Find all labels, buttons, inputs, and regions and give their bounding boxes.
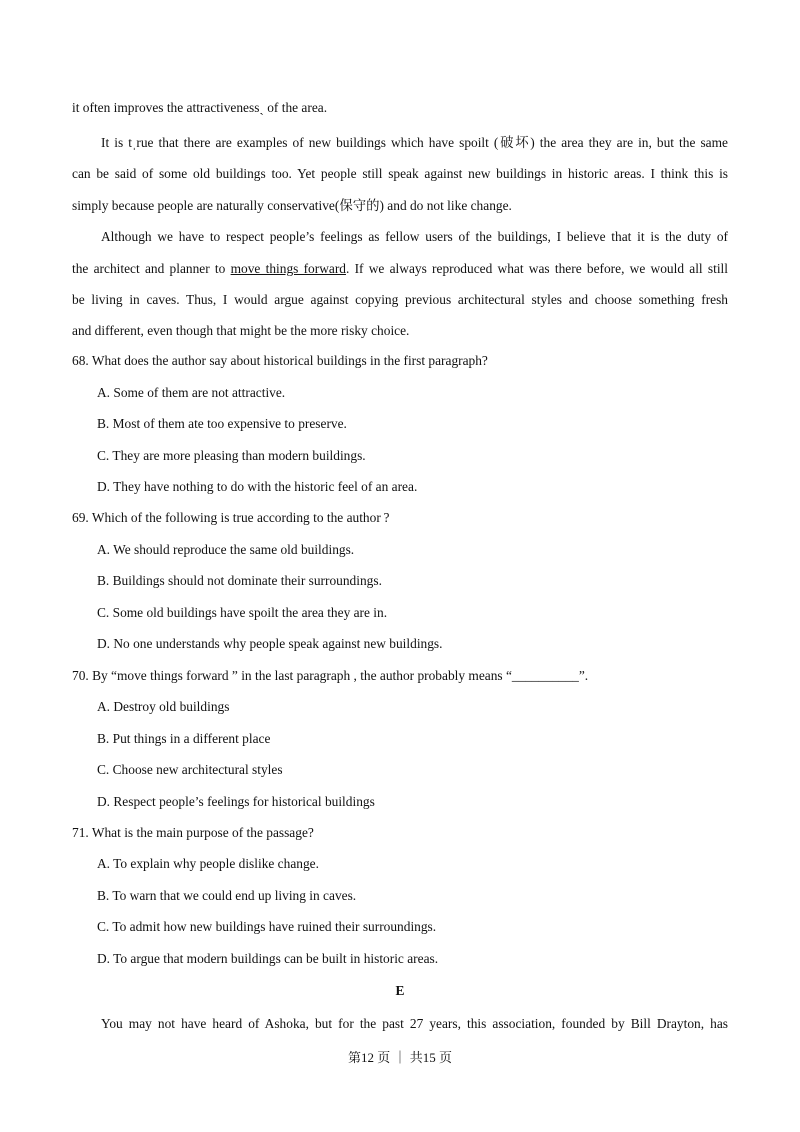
passage-paragraph-line: be living in caves. Thus, I would argue against copying previous architectural styles and choose something fresh xyxy=(72,292,728,307)
answer-option: B. Put things in a different place xyxy=(97,731,271,746)
question-stem: 70. By “move things forward ” in the last paragraph , the author probably means “__________”. xyxy=(72,668,589,683)
text-span: the architect and planner to xyxy=(72,261,231,276)
passage-paragraph-line: You may not have heard of Ashoka, but for the past 27 years, this association, founded by Bill Drayton, has xyxy=(101,1016,728,1031)
answer-option: B. Buildings should not dominate their surroundings. xyxy=(97,573,382,588)
question-stem: 69. Which of the following is true according to the author ? xyxy=(72,510,390,525)
answer-option: C. To admit how new buildings have ruined their surroundings. xyxy=(97,919,437,934)
answer-option: C. Choose new architectural styles xyxy=(97,762,283,777)
answer-option: C. Some old buildings have spoilt the area they are in. xyxy=(97,605,388,620)
underlined-phrase: move things forward xyxy=(230,261,346,276)
passage-paragraph-line: can be said of some old buildings too. Yet people still speak against new buildings in historic areas. I think this is xyxy=(72,166,728,181)
question-stem: 71. What is the main purpose of the passage? xyxy=(72,825,314,840)
answer-option: A. Some of them are not attractive. xyxy=(97,385,286,400)
passage-line: it often improves the attractivenessˎ of the area. xyxy=(72,100,328,115)
page-footer: 第12 页 ｜ 共15 页 xyxy=(347,1050,452,1065)
passage-paragraph-line: It is tˌrue that there are examples of new buildings which have spoilt (破坏) the area they are in, but the same xyxy=(101,135,728,150)
answer-option: D. To argue that modern buildings can be built in historic areas. xyxy=(97,951,439,966)
text-span: . If we always reproduced what was there before, we would all still xyxy=(345,261,728,276)
passage-paragraph-line: Although we have to respect people’s feelings as fellow users of the buildings, I believe that it is the duty of xyxy=(101,229,728,244)
answer-option: B. Most of them ate too expensive to preserve. xyxy=(97,416,347,431)
section-heading: E xyxy=(395,983,405,998)
answer-option: A. To explain why people dislike change. xyxy=(97,856,319,871)
answer-option: D. They have nothing to do with the historic feel of an area. xyxy=(97,479,418,494)
passage-paragraph-line xyxy=(72,253,728,284)
answer-option: C. They are more pleasing than modern buildings. xyxy=(97,448,366,463)
answer-option: B. To warn that we could end up living in caves. xyxy=(97,888,357,903)
answer-option: D. No one understands why people speak against new buildings. xyxy=(97,636,443,651)
answer-option: A. We should reproduce the same old buildings. xyxy=(97,542,355,557)
answer-option: A. Destroy old buildings xyxy=(97,699,230,714)
passage-paragraph-line: and different, even though that might be the more risky choice. xyxy=(72,323,410,338)
answer-option: D. Respect people’s feelings for historical buildings xyxy=(97,794,375,809)
question-stem: 68. What does the author say about historical buildings in the first paragraph? xyxy=(72,353,488,368)
passage-paragraph-line: simply because people are naturally conservative(保守的) and do not like change. xyxy=(72,198,512,213)
